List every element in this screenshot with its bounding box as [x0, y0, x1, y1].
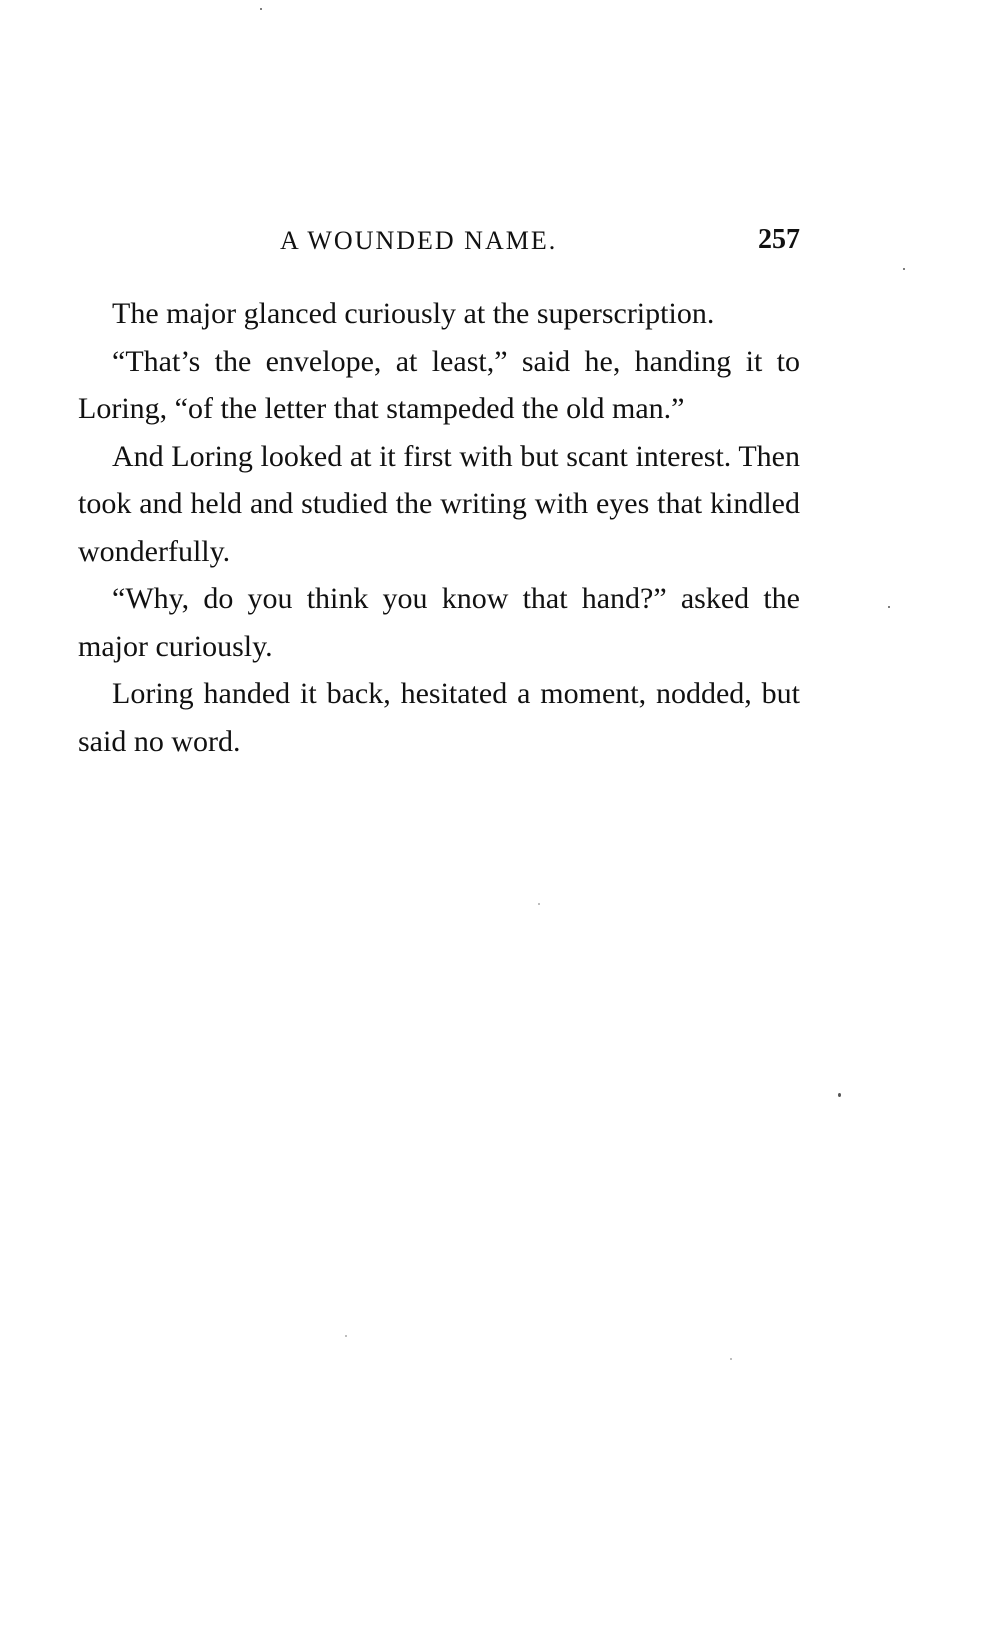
paragraph-2: “That’s the envelope, at least,” said he, handing it to Loring, “of the letter that stampeded the old man.” — [78, 344, 800, 425]
paragraph-1: The major glanced curiously at the superscription. — [112, 297, 715, 330]
scan-speck — [838, 1093, 841, 1097]
scan-speck — [345, 1335, 347, 1337]
scan-speck — [538, 903, 540, 905]
page-number: 257 — [758, 224, 800, 255]
running-title: A WOUNDED NAME. — [280, 226, 558, 255]
paragraph-3: And Loring looked at it first with but scant interest. Then took and held and studied the writing with eyes that kindled wonderfully. — [78, 439, 800, 568]
scan-speck — [730, 1358, 732, 1360]
scan-speck — [260, 8, 262, 10]
paragraph-5: Loring handed it back, hesitated a moment, nodded, but said no word. — [78, 677, 800, 758]
scan-speck — [903, 268, 905, 270]
running-head — [270, 226, 800, 260]
body-text — [78, 290, 800, 765]
paragraph-4: “Why, do you think you know that hand?” asked the major curiously. — [78, 582, 800, 663]
scan-speck — [888, 606, 890, 608]
